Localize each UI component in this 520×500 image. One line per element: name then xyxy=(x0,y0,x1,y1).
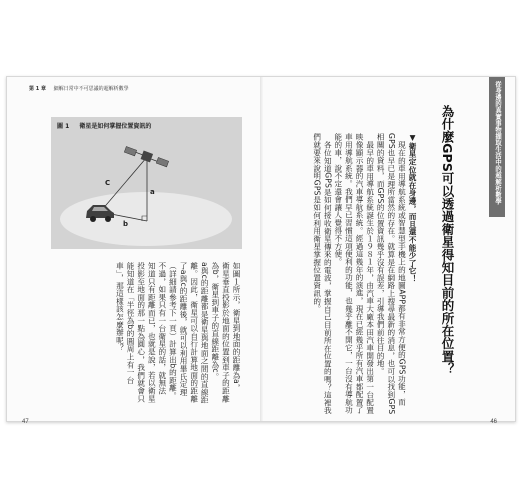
page-number-right: 46 xyxy=(490,419,497,425)
text-column: 車」，那這樣該怎麼辦呢？ xyxy=(115,262,125,352)
paragraph: 最早的車用導航系統誕生於１９８１年，由汽車大廠本田汽車開發出第一台配置映像顯示器的汽車導航系統。經過這幾年的演進，現在已經幾乎所有汽車都配置了車用導航系統。我們早已習慣這項便利的功能，也幾乎離不開它，一台沒有導航功能的車，說不定還會讓人覺得不方便。 xyxy=(333,133,375,414)
text-column: 不過，如果只有一台衛星的話，就無法 xyxy=(157,262,167,395)
label-a: a xyxy=(150,188,155,196)
main-title: 為什麼GPS可以透過衛星得知目前的所在位置？ xyxy=(440,105,455,376)
text-column: 能知道在「半徑為b的圓周上有一台 xyxy=(126,262,136,385)
text-column: （詳細請參考下一頁）計算出b的距離。 xyxy=(168,262,178,400)
paragraph: 現在的車用導航系統或智慧型手機上的地圖APP都有非常方便的GPS功能，而GPS也早已是理所當然的存在。就算是在網路上搜尋最新的消息，也可以找到GPS相關的資料，而GPS的位置資訊幾乎沒有誤差，引導我們前往目的地。 xyxy=(376,133,407,415)
running-header xyxy=(29,86,129,93)
chapter-title: 細解日常中不可思議的超解析數學 xyxy=(53,86,129,92)
label-c: C xyxy=(105,179,111,187)
page-number-left: 47 xyxy=(22,419,29,425)
chapter-number: 第 1 章 xyxy=(29,86,46,92)
paragraph: 各位知道GPS是如何接收衛星傳來的電波，掌握自己目前所在位置的嗎？這裡我們就要來說明GPS是如何利用衛星掌握位置資訊的。 xyxy=(312,133,333,414)
figure-caption-text: 衛星是如何掌握位置資訊的 xyxy=(79,123,152,130)
figure-number: 圖 1 xyxy=(57,123,70,130)
text-column: 衛星垂直投影於地面的位置到車子的距離 xyxy=(221,262,231,403)
text-column: 投影至地面的那一點為圓心，我們就會只 xyxy=(136,262,146,403)
book-spread xyxy=(6,76,516,425)
satellite-icon xyxy=(124,146,168,166)
text-column: 了a與c的距離後，就可以利用畢氏定理 xyxy=(179,262,189,397)
text-column: a與c的距離都是衛星與地面之間的直線距 xyxy=(200,262,210,404)
right-page-body xyxy=(271,133,417,421)
text-column: 為b，衛星到車子的直線距離為c。 xyxy=(210,262,220,381)
section-band-text: 從身邊的真實事物擷取生活中的超解析數學 xyxy=(494,81,501,205)
satellite-diagram xyxy=(51,117,242,249)
book-gutter xyxy=(260,77,263,421)
text-column: 離。因此，衛星可以自行計算地面的距離 xyxy=(189,262,199,403)
figure-1 xyxy=(51,117,242,249)
text-column: 知道只有距離而已，也就是說，若以衛星 xyxy=(147,262,157,403)
ground-ellipse xyxy=(60,192,232,246)
text-column: 如圖１所示，衛星到地面的距離為a， xyxy=(232,262,241,392)
right-paragraphs xyxy=(311,133,406,421)
section-band xyxy=(489,77,505,217)
left-page-body xyxy=(99,262,241,404)
section-subhead: ▼衛星定位就在身邊，而且還不能少了它！ xyxy=(408,133,417,283)
label-b: b xyxy=(123,220,129,228)
